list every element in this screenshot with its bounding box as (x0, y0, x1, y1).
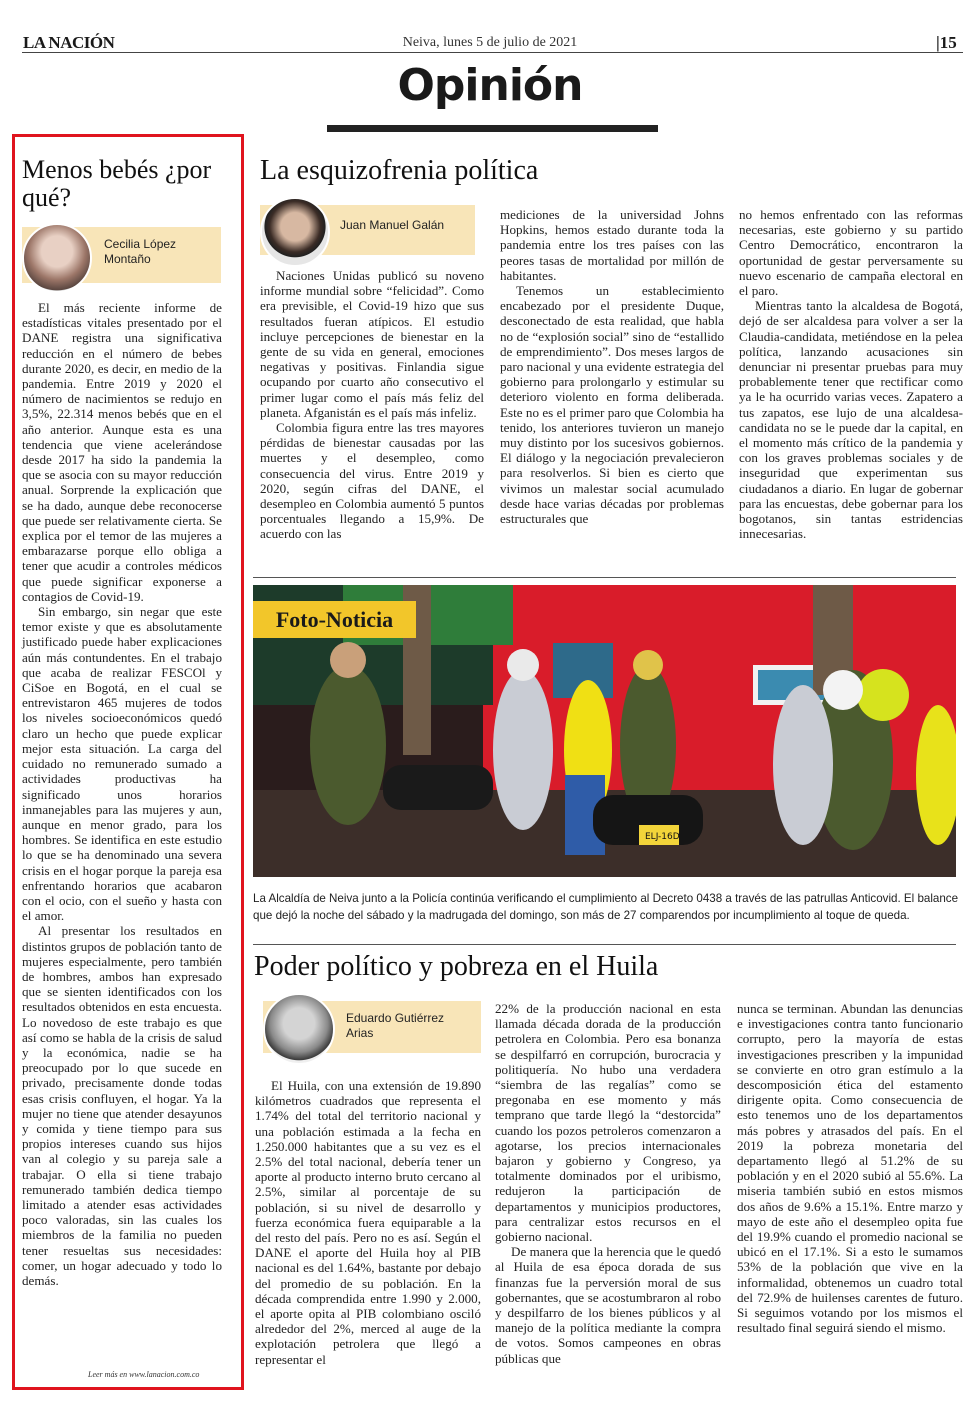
article2-title: Poder político y pobreza en el Huila (254, 951, 659, 982)
article1-column-1 (260, 268, 484, 542)
paragraph: 22% de la producción nacional en esta llamada década dorada de la producción petrolera en Colombia. Pero esa bonanza se despilfarró en corrupción, burocracia y politiquería. No hubo una verdadera “siembra de las regalías” como se pregonaba en ese momento y más temprano que tarde llegó la “destorcida” cuando los pozos petroleros comenzaron a agotarse, los precios internacionales bajaron y gobierno y Congreso, ya totalmente dominados por el uribismo, redujeron la participación de departamentos y municipios productores, para centralizar estos recursos en el gobierno nacional. (495, 1001, 721, 1245)
divider (253, 577, 956, 578)
paragraph: Al presentar los resultados en distintos grupos de población tanto de mujeres especialmente, pero también de hombres, ambos han expresado que se sienten identificados con los resultados obtenidos en esta encuesta. Lo novedoso de este trabajo es que así como se habla de la crisis de salud y la económica, nadie se ha preocupado por lo que sucede en privado, precisamente donde todas esas crisis confluyen, el hogar. Ya la mujer no tiene que atender desayunos y comida y tiene tiempo para sus propios intereses cuando sus hijos van al colegio y su pareja sale a trabajar. O ella si tiene trabajo remunerado también dedica tiempo limitado a atender esas actividades poco valoradas, sin las cuales los miembros de la familia no pueden tener resueltas sus necesidades: comer, un hogar adecuado y todo lo demás. (22, 923, 222, 1288)
plate-text: ELJ-16D (645, 832, 680, 842)
article2-column-1 (255, 1078, 481, 1367)
photo-caption: La Alcaldía de Neiva junto a la Policía continúa verificando el cumplimiento al Decreto 0438 a través de las patrullas Anticovid. El balance que dejó la noche del sábado y la madrugada del domingo, son más de 27 comparendos por incumplimiento al toque de queda. (253, 892, 959, 922)
divider (253, 944, 956, 945)
paragraph: De manera que la herencia que le quedó al Huila de esa época dorada de sus finanzas fue la perversión moral de sus gobernantes, que se acostumbraron al robo y despilfarro de los bienes públicos y al manejo de la política mediante la compra de votos. Somos campeones en obras públicas que (495, 1244, 721, 1366)
left-article-byline (22, 227, 221, 283)
article2-column-2 (495, 1001, 721, 1366)
left-article-body (22, 300, 222, 1288)
article1-title: La esquizofrenia política (260, 155, 539, 186)
article2-column-3 (737, 1001, 963, 1335)
section-title: Opinión (397, 60, 583, 111)
paragraph: mediciones de la universidad Johns Hopkins, hemos estado durante toda la pandemia entre los tres países con las peores tasas de mortalidad por millón de habitantes. (500, 207, 724, 283)
author-name: Eduardo Gutiérrez Arias (346, 1011, 445, 1040)
paragraph: Sin embargo, sin negar que este temor existe y que es absolutamente justificado puede haber explicaciones aún más contundentes. En el trabajo que acaba de realizar FESCOl y CiSoe en Bogotá, en el cual se entrevistaron 465 mujeres de todos los niveles socioeconómicos quedó claro un hecho que puede explicar mejor esta situación. La carga del cuidado no remunerado sumado a actividades productivas ha significado unos horarios inmanejables para las mujeres y aun, aunque en menor grado, para los hombres. Se identifica en este estudio lo que se ha denominado una severa crisis en el hogar porque la pareja esa enfrentando horarios que acabaron con el ocio, con el sueño y hasta con el amor. (22, 604, 222, 924)
dateline: Neiva, lunes 5 de julio de 2021 (402, 35, 578, 50)
page-number: |15 (936, 33, 957, 52)
author-name: Juan Manuel Galán (340, 218, 445, 232)
paragraph: nunca se terminan. Abundan las denuncias e investigaciones contra tanto funcionario corrupto, pero la mayoría de estas investigaciones prescriben y la impunidad se convierte en otro gran estímulo a la descomposición ética del estamento dirigente opita. Como consecuencia de esto tenemos uno de los departamentos más pobres y atrasados del país. En el 2019 la pobreza monetaria del departamento llegó al 51.2% de su población y en el 2020 subió al 55.6%. La miseria también subió en estos mismos dos años de 9.6% a 15.1%. Entre marzo y mayo de este año el desempleo opita fue del 19.9% cuando el promedio nacional se ubicó en el 17.1%. Si a esto le sumamos 53% de la población que vive en la informalidad, obtenemos un cuadro total del 72.9% de huilenses carentes de futuro. Si seguimos votando por los mismos el resultado final seguirá siendo el mismo. (737, 1001, 963, 1336)
article1-column-3 (739, 207, 963, 541)
author-name: Cecilia López Montaño (104, 237, 177, 266)
paragraph: no hemos enfrentado con las reformas necesarias, este gobierno y su partido Centro Democrático, encontraron la oportunidad de gestar perversamente su nuevo escenario de campaña electoral en el paro. (739, 207, 963, 299)
newspaper-logo: LA NACIÓN (23, 33, 115, 52)
header-rule (22, 52, 963, 53)
paragraph: Colombia figura entre las tres mayores pérdidas de bienestar causadas por las muertes y el desempleo, como consecuencia del virus. Entre 2019 y 2020, según cifras del DANE, el desempleo en Colombia aumentó 5 puntos porcentuales llegando a 15,9%. De acuerdo con las (260, 420, 484, 542)
paragraph: El más reciente informe de estadísticas vitales presentado por el DANE registra una significativa reducción en el número de bebes durante 2020, es decir, en medio de la pandemia. Entre 2019 y 2020 el número de nacimientos se redujo en 3,5%, 22.314 menos bebés que en el año anterior. Aunque esta es una tendencia que viene acelerándose desde 2017 ha sido la pandemia la que se asocia con su mayor reducción anual. Sorprende la explicación que se ha dado, aunque debe reconocerse que puede ser relativamente cierta. Se explica por el temor de las mujeres a embarazarse porque ello obliga a tener que acudir a controles médicos que puede significar exponerse a contagios de Covid-19. (22, 300, 222, 604)
author-photo (22, 223, 92, 293)
section-underline (327, 125, 658, 132)
paragraph: El Huila, con una extensión de 19.890 kilómetros cuadrados que representa el 1.74% del total del territorio nacional y una población estimada a la fecha en 1.250.000 habitantes que a su vez es el 2.5% del total nacional, debería tener un aporte al producto interno bruto cercano al 2.5%, similar al porcentaje de su población, si su nivel de desarrollo y fuerza económica fuera equiparable a la del resto del país. Pero no es así. Según el DANE el aporte del Huila hoy al PIB nacional es del 1.64%, bastante por debajo del promedio de su población. En la década comprendida entre 1.990 y 2.000, el aporte opita al PIB colombiano osciló alrededor del 2%, merced al auge de la explotación petrolera que llegó a representar el (255, 1078, 481, 1367)
article1-column-2 (500, 207, 724, 526)
photo-news-label: Foto-Noticia (253, 601, 416, 638)
article2-byline (263, 1001, 481, 1053)
paragraph: Mientras tanto la alcaldesa de Bogotá, dejó de ser alcaldesa para volver a ser la Claudia-candidata, metiéndose en la pelea política, lanzando acusaciones sin denunciar ni presentar pruebas para muy probablemente tener que rectificar como ya le ha ocurrido varias veces. Zapatero a tus zapatos, ese lujo de una alcaldesa-candidata no se le puede dar la capital, en el momento más crítico de la pandemia y con los graves problemas sociales y de inseguridad que experimentan sus ciudadanos a diario. En lugar de gobernar para las encuestas, debe gobernar para los bogotanos, sin tantas estridencias innecesarias. (739, 298, 963, 542)
author-photo (260, 197, 330, 267)
article1-byline (260, 205, 475, 255)
read-more-link[interactable]: Leer más en www.lanacion.com.co (88, 1370, 200, 1379)
paragraph: Tenemos un establecimiento encabezado por el presidente Duque, desconectado de esta realidad, que habla no de “explosión social” sino de “estallido de emprendimiento”. Dos meses largos de paro nacional y una evidente estrategia del gobierno para prolongarlo y estimular su deterioro violento en forma deliberada. Este no es el primer paro que Colombia ha tenido, los anteriores tuvieron un manejo muy distinto por los sucesivos gobiernos. El diálogo y la negociación prevalecieron para resolverlos. Si bien es cierto que vivimos un malestar social acumulado desde hace varias décadas por problemas estructurales que (500, 283, 724, 527)
left-article-title: Menos bebés ¿por qué? (22, 155, 212, 212)
author-photo (263, 993, 335, 1065)
paragraph: Naciones Unidas publicó su noveno informe mundial sobre “felicidad”. Como era previsible, el Covid-19 hizo que sus resultados fueran atípicos. El estudio incluye percepciones de bienestar en la gente de su vida en general, emociones negativas y positivas. Finlandia sigue ocupando por cuarto año consecutivo el primer lugar como el país más feliz del planeta. Afganistán es el país más infeliz. (260, 268, 484, 420)
